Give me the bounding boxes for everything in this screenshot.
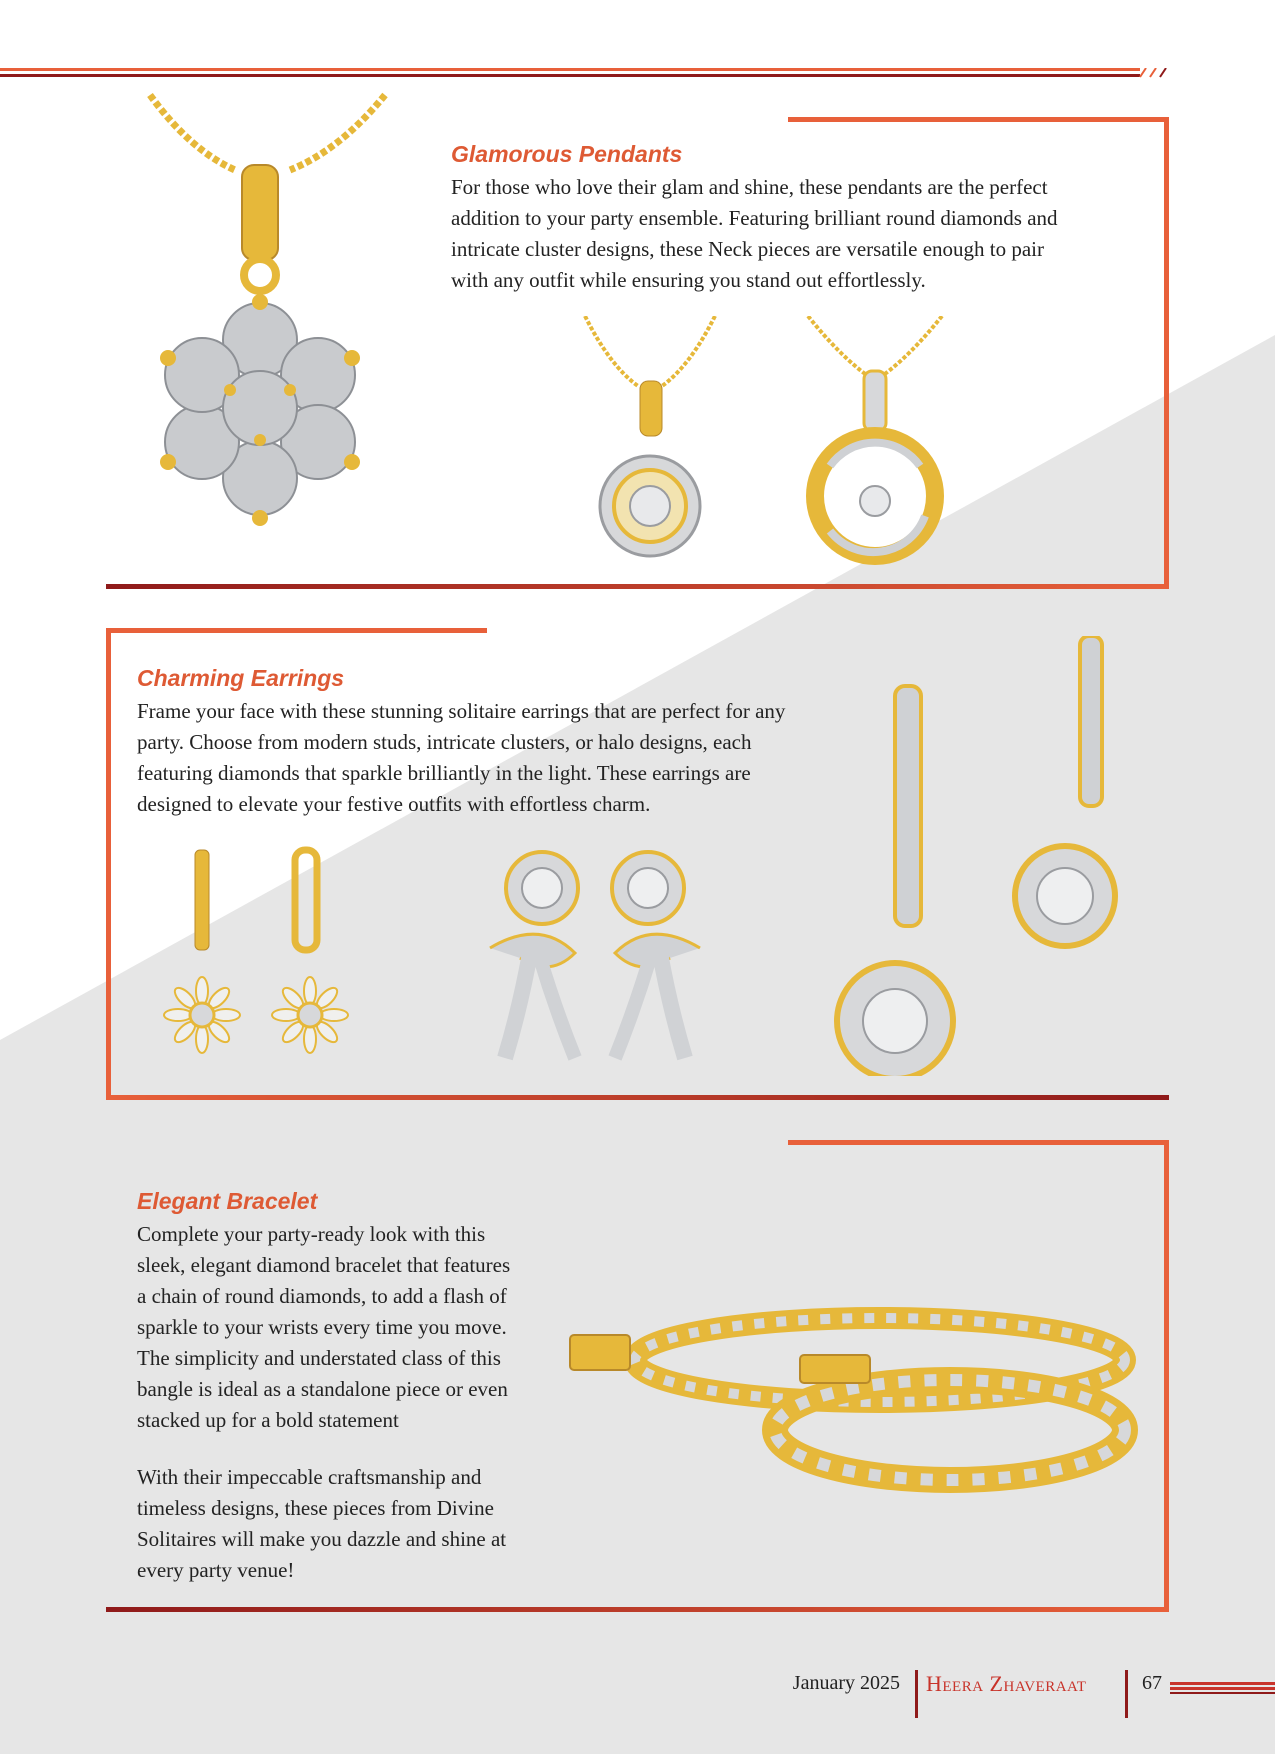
bracelet-frame-top: [788, 1140, 1169, 1145]
bracelet-text: Complete your party-ready look with this sleek, elegant diamond bracelet that features a chain of round diamonds, to add a flash of sparkle to your wrists every time you move. The simplicity and understated class of this bangle is ideal as a standalone piece or even stacked up for a bold statement: [137, 1222, 511, 1432]
halo-pendant-image: [580, 316, 720, 566]
page-number: 67: [1142, 1672, 1162, 1694]
earrings-frame-top: [106, 628, 487, 633]
halo-drop-earrings-image: [820, 636, 1120, 1076]
earrings-frame-left: [106, 628, 111, 1100]
pendants-frame-right: [1164, 117, 1169, 589]
pendants-frame-top: [788, 117, 1169, 122]
bracelet-heading: Elegant Bracelet: [137, 1188, 318, 1214]
earrings-text: Frame your face with these stunning solitaire earrings that are perfect for any party. Choose from modern studs, intricate clusters, or halo designs, each featuring diamonds that sparkle brilliantly in the light. These earrings are designed to elevate your festive outfits with effortless charm.: [137, 699, 786, 816]
footer-brand: Heera Zhaveraat: [926, 1671, 1087, 1696]
pendants-text: For those who love their glam and shine, these pendants are the perfect addition to your party ensemble. Featuring brilliant round diamonds and intricate cluster designs, these Neck pieces are versatile enough to pair with any outfit while ensuring you stand out effortlessly.: [451, 175, 1058, 292]
earrings-frame-bottom: [106, 1095, 1169, 1100]
footer-divider-right: [1125, 1670, 1128, 1718]
ribbon-stud-earrings-image: [480, 848, 710, 1068]
bracelet-frame-right: [1164, 1140, 1169, 1612]
swirl-pendant-image: [800, 316, 950, 571]
flower-cluster-pendant-image: [130, 90, 430, 560]
footer-divider-left: [915, 1670, 918, 1718]
footer-date: January 2025: [792, 1672, 900, 1694]
tennis-bracelet-image: [560, 1280, 1140, 1500]
top-decorative-rule: [0, 68, 1168, 78]
pendants-frame-bottom: [106, 584, 1169, 589]
closing-text: With their impeccable craftsmanship and timeless designs, these pieces from Divine Solitaires will make you dazzle and shine at every party venue!: [137, 1465, 507, 1582]
pendants-heading: Glamorous Pendants: [451, 141, 683, 167]
footer-decorative-rule: [1170, 1682, 1275, 1694]
bracelet-frame-bottom: [106, 1607, 1169, 1612]
earrings-heading: Charming Earrings: [137, 665, 345, 691]
flower-hoop-earrings-image: [155, 845, 375, 1070]
